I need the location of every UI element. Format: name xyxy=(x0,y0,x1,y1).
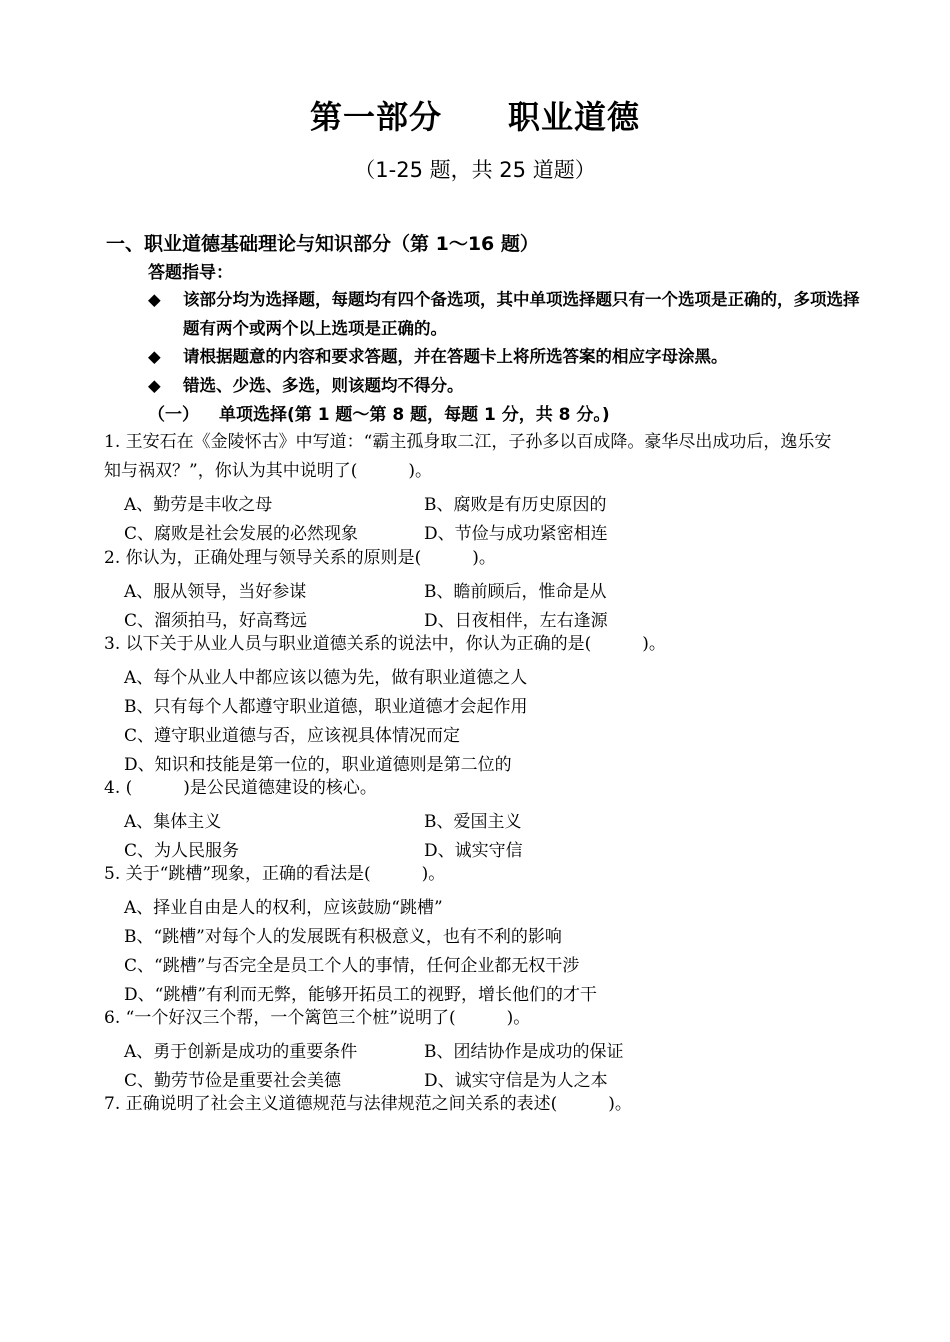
bullet-text: 请根据题意的内容和要求答题，并在答题卡上将所选答案的相应字母涂黑。 xyxy=(183,347,728,366)
option-a: A、每个从业人中都应该以德为先，做有职业道德之人 xyxy=(124,668,528,688)
title-part: 第一部分 xyxy=(309,98,442,136)
bullet-text: 该部分均为选择题，每题均有四个备选项，其中单项选择题只有一个选项是正确的，多项选择题有两个或两个以上选项是正确的。 xyxy=(183,290,860,338)
question-2: 2. 你认为，正确处理与领导关系的原则是( )。 xyxy=(104,548,496,568)
option-c: C、为人民服务 xyxy=(124,841,240,861)
option-d: D、知识和技能是第一位的，职业道德则是第二位的 xyxy=(124,755,512,775)
option-b: B、腐败是有历史原因的 xyxy=(424,495,607,515)
subsection-heading xyxy=(148,400,610,425)
option-d: D、诚实守信是为人之本 xyxy=(424,1071,608,1091)
subsection-text: 单项选择(第 1 题～第 8 题，每题 1 分，共 8 分。) xyxy=(219,405,610,425)
question-4: 4. ( )是公民道德建设的核心。 xyxy=(104,778,377,798)
option-a: A、勇于创新是成功的重要条件 xyxy=(124,1042,358,1062)
option-d: D、节俭与成功紧密相连 xyxy=(424,524,608,544)
option-b: B、“跳槽”对每个人的发展既有积极意义，也有不利的影响 xyxy=(124,927,562,947)
page-title xyxy=(0,92,950,138)
question-6: 6. “一个好汉三个帮，一个篱笆三个桩”说明了( )。 xyxy=(104,1008,531,1028)
option-c: C、“跳槽”与否完全是员工个人的事情，任何企业都无权干涉 xyxy=(124,956,580,976)
diamond-bullet-icon: ◆ xyxy=(148,290,161,309)
page-subtitle: （1-25 题，共 25 道题） xyxy=(354,158,596,182)
option-c: C、腐败是社会发展的必然现象 xyxy=(124,524,359,544)
question-5: 5. 关于“跳槽”现象，正确的看法是( )。 xyxy=(104,864,446,884)
option-c: C、勤劳节俭是重要社会美德 xyxy=(124,1071,342,1091)
title-subject: 职业道德 xyxy=(508,98,641,136)
option-a: A、勤劳是丰收之母 xyxy=(124,495,273,515)
option-a: A、择业自由是人的权利，应该鼓励“跳槽” xyxy=(124,898,443,918)
option-d: D、日夜相伴，左右逢源 xyxy=(424,611,608,631)
option-d: D、诚实守信 xyxy=(424,841,523,861)
option-a: A、服从领导，当好参谋 xyxy=(124,582,307,602)
subsection-number: （一） xyxy=(148,405,199,425)
diamond-bullet-icon: ◆ xyxy=(148,376,161,395)
diamond-bullet-icon: ◆ xyxy=(148,347,161,366)
option-b: B、只有每个人都遵守职业道德，职业道德才会起作用 xyxy=(124,697,528,717)
question-7: 7. 正确说明了社会主义道德规范与法律规范之间关系的表述( )。 xyxy=(104,1094,632,1114)
option-d: D、“跳槽”有利而无弊，能够开拓员工的视野，增长他们的才干 xyxy=(124,985,598,1005)
option-a: A、集体主义 xyxy=(124,812,222,832)
question-1: 1. 王安石在《金陵怀古》中写道：“霸主孤身取二江，子孙多以百成降。豪华尽出成功后，逸乐安知与祸双？”，你认为其中说明了( )。 xyxy=(104,432,832,481)
bullet-text: 错选、少选、多选，则该题均不得分。 xyxy=(183,376,464,395)
guide-label: 答题指导： xyxy=(148,263,233,283)
option-b: B、瞻前顾后，惟命是从 xyxy=(424,582,607,602)
option-c: C、遵守职业道德与否，应该视具体情况而定 xyxy=(124,726,461,746)
option-c: C、溜须拍马，好高骛远 xyxy=(124,611,308,631)
option-b: B、爱国主义 xyxy=(424,812,522,832)
option-b: B、团结协作是成功的保证 xyxy=(424,1042,624,1062)
section-heading: 一、职业道德基础理论与知识部分（第 1～16 题） xyxy=(106,233,539,255)
question-3: 3. 以下关于从业人员与职业道德关系的说法中，你认为正确的是( )。 xyxy=(104,634,666,654)
